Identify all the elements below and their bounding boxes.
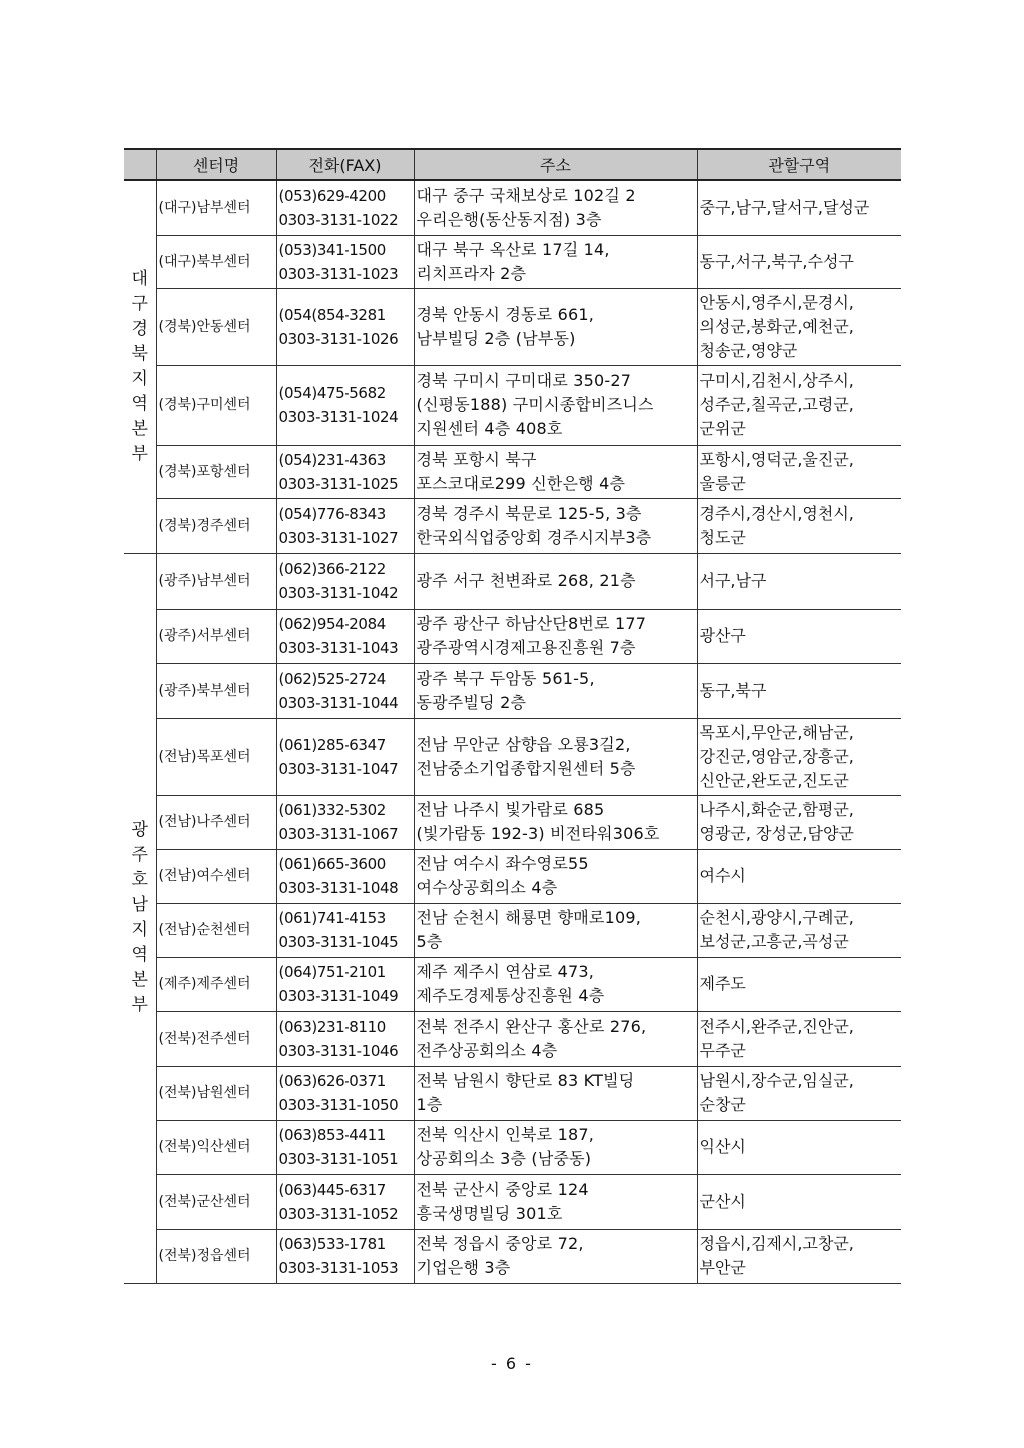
phone-fax-cell [276, 288, 414, 365]
fax-number: 0303-3131-1022 [278, 210, 399, 229]
address-line: 한국외식업중앙회 경주시지부3층 [416, 527, 652, 547]
phone-fax-cell [276, 553, 414, 609]
phone-fax-cell [276, 1120, 414, 1174]
region-name-cell [124, 553, 156, 1283]
table-row [124, 365, 901, 445]
table-row [124, 1120, 901, 1174]
fax-number: 0303-3131-1045 [278, 933, 399, 951]
center-name-cell [156, 365, 276, 445]
center-name: (전남)목포센터 [158, 748, 251, 765]
address-line: 경북 안동시 경동로 661, [416, 304, 595, 324]
address-line: 지원센터 4층 408호 [416, 419, 563, 438]
jurisdiction-line: 포항시,영덕군,울진군, [699, 449, 854, 469]
phone-fax-cell [276, 609, 414, 663]
jurisdiction-line: 전주시,완주군,진안군, [699, 1016, 854, 1036]
header-center-name: 센터명 [156, 149, 276, 180]
address-cell [414, 1066, 697, 1120]
address-cell [414, 180, 697, 235]
phone-fax-cell [276, 498, 414, 553]
jurisdiction-line: 동구,서구,북구,수성구 [699, 251, 854, 271]
jurisdiction-line: 의성군,봉화군,예천군, [699, 316, 854, 336]
center-name-cell [156, 180, 276, 235]
address-line: 전북 익산시 인북로 187, [416, 1125, 595, 1144]
address-line: 전북 남원시 향단로 83 KT빌딩 [416, 1071, 635, 1090]
table-header-row [124, 149, 901, 180]
center-name: (전남)순천센터 [158, 922, 251, 938]
phone-number: (062)525-2724 [278, 669, 386, 688]
address-line: 광주광역시경제고용진흥원 7층 [416, 638, 636, 657]
phone-fax-cell [276, 1066, 414, 1120]
center-name-cell [156, 663, 276, 718]
phone-fax-cell [276, 1011, 414, 1066]
fax-number: 0303-3131-1024 [278, 408, 399, 426]
center-name: (대구)남부센터 [158, 199, 251, 216]
jurisdiction-cell [697, 903, 901, 957]
jurisdiction-line: 성주군,칠곡군,고령군, [699, 395, 854, 414]
center-name-cell [156, 1066, 276, 1120]
page-number: - 6 - [491, 1354, 533, 1373]
table-row [124, 1011, 901, 1066]
jurisdiction-line: 안동시,영주시,문경시, [699, 292, 854, 312]
jurisdiction-line: 군위군 [699, 419, 746, 438]
fax-number: 0303-3131-1049 [278, 987, 399, 1005]
table-row [124, 663, 901, 718]
table-row [124, 235, 901, 288]
center-name-cell [156, 795, 276, 849]
phone-number: (063)626-0371 [278, 1072, 386, 1090]
table-row [124, 1229, 901, 1283]
jurisdiction-line: 정읍시,김제시,고창군, [699, 1234, 854, 1253]
phone-fax-cell [276, 180, 414, 235]
center-name: (제주)제주센터 [158, 976, 251, 992]
fax-number: 0303-3131-1042 [278, 584, 399, 602]
phone-number: (064)751-2101 [278, 963, 386, 981]
jurisdiction-cell [697, 1174, 901, 1229]
table-row [124, 498, 901, 553]
region-name: 광주호남지역본부 [131, 820, 148, 1015]
phone-number: (063)533-1781 [278, 1235, 386, 1253]
table-row [124, 718, 901, 795]
jurisdiction-line: 보성군,고흥군,곡성군 [699, 932, 849, 951]
fax-number: 0303-3131-1048 [278, 879, 399, 897]
phone-number: (062)954-2084 [278, 615, 386, 633]
jurisdiction-line: 강진군,영암군,장흥군, [699, 746, 854, 766]
address-line: 전북 군산시 중앙로 124 [416, 1179, 589, 1199]
address-line: 전남 무안군 삼향읍 오룡3길2, [416, 734, 631, 754]
address-line: 대구 중구 국채보상로 102길 2 [416, 185, 636, 205]
address-line: 기업은행 3층 [416, 1258, 511, 1277]
address-line: 상공회의소 3층 (남중동) [416, 1149, 592, 1168]
jurisdiction-cell [697, 180, 901, 235]
table-row [124, 795, 901, 849]
phone-fax-cell [276, 903, 414, 957]
phone-fax-cell [276, 718, 414, 795]
jurisdiction-cell [697, 235, 901, 288]
jurisdiction-line: 청도군 [699, 527, 746, 547]
fax-number: 0303-3131-1026 [278, 329, 399, 348]
center-name-cell [156, 1011, 276, 1066]
table-row [124, 903, 901, 957]
center-name-cell [156, 957, 276, 1011]
fax-number: 0303-3131-1067 [278, 825, 399, 843]
address-cell [414, 718, 697, 795]
header-region [124, 149, 156, 180]
center-name-cell [156, 553, 276, 609]
jurisdiction-cell [697, 288, 901, 365]
center-name: (전북)익산센터 [158, 1139, 251, 1155]
jurisdiction-cell [697, 1011, 901, 1066]
address-cell [414, 445, 697, 498]
jurisdiction-line: 광산구 [699, 626, 746, 645]
address-line: 리치프라자 2층 [416, 263, 527, 283]
center-name-cell [156, 445, 276, 498]
center-name: (전북)군산센터 [158, 1193, 251, 1210]
phone-number: (054)475-5682 [278, 384, 386, 402]
address-line: 제주도경제통상진흥원 4층 [416, 986, 605, 1005]
address-cell [414, 903, 697, 957]
center-name: (전북)남원센터 [158, 1085, 251, 1101]
address-cell [414, 365, 697, 445]
header-address: 주소 [414, 149, 697, 180]
jurisdiction-line: 구미시,김천시,상주시, [699, 371, 854, 390]
center-name: (광주)남부센터 [158, 573, 251, 589]
phone-number: (061)285-6347 [278, 735, 386, 754]
phone-fax-cell [276, 1229, 414, 1283]
address-line: 전주상공회의소 4층 [416, 1040, 558, 1060]
jurisdiction-line: 영광군, 장성군,담양군 [699, 824, 854, 843]
address-line: 광주 광산구 하남산단8번로 177 [416, 614, 647, 633]
phone-number: (063)231-8110 [278, 1017, 386, 1036]
address-cell [414, 1174, 697, 1229]
jurisdiction-cell [697, 795, 901, 849]
phone-number: (053)629-4200 [278, 186, 386, 205]
table-row [124, 849, 901, 903]
jurisdiction-line: 동구,북구 [699, 680, 767, 700]
center-name-cell [156, 609, 276, 663]
center-name-cell [156, 903, 276, 957]
address-cell [414, 235, 697, 288]
center-name: (전북)정읍센터 [158, 1248, 251, 1264]
fax-number: 0303-3131-1043 [278, 639, 399, 657]
address-line: 우리은행(동산동지점) 3층 [416, 209, 602, 229]
phone-number: (054(854-3281 [278, 305, 386, 324]
phone-number: (053)341-1500 [278, 240, 386, 259]
center-name: (경북)포항센터 [158, 463, 251, 480]
phone-fax-cell [276, 795, 414, 849]
center-name: (전남)여수센터 [158, 868, 251, 884]
address-line: 전남 여수시 좌수영로55 [416, 854, 589, 873]
table-row [124, 288, 901, 365]
header-jurisdiction: 관할구역 [697, 149, 901, 180]
fax-number: 0303-3131-1025 [278, 474, 399, 493]
address-cell [414, 849, 697, 903]
address-cell [414, 498, 697, 553]
address-line: 여수상공회의소 4층 [416, 878, 558, 897]
center-name: (광주)북부센터 [158, 682, 251, 699]
address-line: 전남중소기업종합지원센터 5층 [416, 758, 636, 778]
jurisdiction-line: 신안군,완도군,진도군 [699, 770, 849, 790]
fax-number: 0303-3131-1050 [278, 1096, 399, 1114]
table-row [124, 1174, 901, 1229]
jurisdiction-line: 목포시,무안군,해남군, [699, 722, 854, 742]
address-cell [414, 663, 697, 718]
phone-number: (061)665-3600 [278, 855, 386, 873]
fax-number: 0303-3131-1053 [278, 1259, 399, 1277]
jurisdiction-line: 제주도 [699, 974, 746, 993]
phone-fax-cell [276, 849, 414, 903]
address-line: 제주 제주시 연삼로 473, [416, 962, 595, 981]
fax-number: 0303-3131-1044 [278, 693, 399, 712]
address-cell [414, 795, 697, 849]
phone-fax-cell [276, 445, 414, 498]
address-cell [414, 957, 697, 1011]
table-row [124, 957, 901, 1011]
jurisdiction-line: 울릉군 [699, 473, 746, 493]
jurisdiction-cell [697, 498, 901, 553]
center-name-cell [156, 498, 276, 553]
phone-fax-cell [276, 365, 414, 445]
address-line: 대구 북구 옥산로 17길 14, [416, 239, 610, 259]
center-name-cell [156, 849, 276, 903]
region-name: 대구경북지역본부 [131, 268, 148, 464]
jurisdiction-cell [697, 663, 901, 718]
center-directory-table [124, 148, 901, 1284]
center-name-cell [156, 718, 276, 795]
jurisdiction-line: 군산시 [699, 1191, 746, 1211]
jurisdiction-line: 익산시 [699, 1137, 746, 1156]
fax-number: 0303-3131-1046 [278, 1041, 399, 1060]
address-line: 전남 나주시 빛가람로 685 [416, 800, 605, 819]
center-name: (광주)서부센터 [158, 628, 251, 644]
address-line: 전북 전주시 완산구 홍산로 276, [416, 1016, 647, 1036]
address-line: 포스코대로299 신한은행 4층 [416, 473, 626, 493]
address-line: 1층 [416, 1095, 443, 1114]
jurisdiction-cell [697, 957, 901, 1011]
center-name-cell [156, 1120, 276, 1174]
jurisdiction-cell [697, 849, 901, 903]
region-name-cell [124, 180, 156, 553]
phone-number: (062)366-2122 [278, 560, 386, 578]
jurisdiction-line: 서구,남구 [699, 571, 767, 590]
phone-number: (061)741-4153 [278, 909, 386, 927]
jurisdiction-line: 순천시,광양시,구례군, [699, 908, 854, 927]
center-name: (경북)안동센터 [158, 318, 251, 335]
jurisdiction-cell [697, 1229, 901, 1283]
address-line: 경북 경주시 북문로 125-5, 3층 [416, 503, 642, 523]
center-name: (전북)전주센터 [158, 1030, 251, 1047]
jurisdiction-line: 여수시 [699, 866, 746, 885]
table-row [124, 1066, 901, 1120]
jurisdiction-cell [697, 445, 901, 498]
table-body [124, 180, 901, 1283]
jurisdiction-cell [697, 365, 901, 445]
phone-fax-cell [276, 957, 414, 1011]
phone-fax-cell [276, 1174, 414, 1229]
address-line: 광주 서구 천변좌로 268, 21층 [416, 571, 636, 590]
address-line: 전북 정읍시 중앙로 72, [416, 1234, 584, 1253]
jurisdiction-line: 남원시,장수군,임실군, [699, 1071, 854, 1090]
center-name-cell [156, 235, 276, 288]
phone-number: (063)445-6317 [278, 1180, 386, 1199]
fax-number: 0303-3131-1047 [278, 759, 399, 778]
address-cell [414, 1011, 697, 1066]
phone-number: (061)332-5302 [278, 801, 386, 819]
jurisdiction-cell [697, 1066, 901, 1120]
jurisdiction-line: 무주군 [699, 1040, 746, 1060]
jurisdiction-cell [697, 1120, 901, 1174]
center-name: (경북)구미센터 [158, 397, 251, 413]
jurisdiction-cell [697, 609, 901, 663]
fax-number: 0303-3131-1023 [278, 264, 399, 283]
center-name-cell [156, 1174, 276, 1229]
table-row [124, 553, 901, 609]
address-cell [414, 609, 697, 663]
address-line: 동광주빌딩 2층 [416, 692, 527, 712]
address-line: 경북 구미시 구미대로 350-27 [416, 371, 632, 390]
jurisdiction-line: 청송군,영양군 [699, 340, 798, 360]
address-line: 경북 포항시 북구 [416, 449, 537, 469]
phone-number: (054)231-4363 [278, 450, 386, 469]
jurisdiction-line: 경주시,경산시,영천시, [699, 503, 854, 523]
header-phone-fax: 전화(FAX) [276, 149, 414, 180]
fax-number: 0303-3131-1051 [278, 1150, 399, 1168]
table-row [124, 609, 901, 663]
address-cell [414, 553, 697, 609]
center-name-cell [156, 288, 276, 365]
fax-number: 0303-3131-1027 [278, 528, 399, 547]
center-name: (전남)나주센터 [158, 814, 251, 830]
address-line: 광주 북구 두암동 561-5, [416, 668, 595, 688]
address-line: 전남 순천시 해룡면 향매로109, [416, 908, 641, 927]
address-line: (빛가람동 192-3) 비전타워306호 [416, 824, 660, 843]
phone-number: (054)776-8343 [278, 504, 386, 523]
table-row [124, 180, 901, 235]
address-line: 남부빌딩 2층 (남부동) [416, 328, 576, 348]
jurisdiction-line: 중구,남구,달서구,달성군 [699, 197, 870, 217]
jurisdiction-cell [697, 553, 901, 609]
phone-fax-cell [276, 663, 414, 718]
fax-number: 0303-3131-1052 [278, 1204, 399, 1223]
jurisdiction-line: 부안군 [699, 1258, 746, 1277]
jurisdiction-cell [697, 718, 901, 795]
address-line: 흥국생명빌딩 301호 [416, 1203, 563, 1223]
address-cell [414, 288, 697, 365]
center-name-cell [156, 1229, 276, 1283]
address-line: 5층 [416, 932, 443, 951]
address-cell [414, 1229, 697, 1283]
center-name: (대구)북부센터 [158, 253, 251, 270]
table-row [124, 445, 901, 498]
jurisdiction-line: 나주시,화순군,함평군, [699, 800, 854, 819]
address-line: (신평동188) 구미시종합비즈니스 [416, 395, 654, 414]
phone-fax-cell [276, 235, 414, 288]
center-name: (경북)경주센터 [158, 517, 251, 534]
jurisdiction-line: 순창군 [699, 1095, 746, 1114]
address-cell [414, 1120, 697, 1174]
phone-number: (063)853-4411 [278, 1126, 386, 1144]
